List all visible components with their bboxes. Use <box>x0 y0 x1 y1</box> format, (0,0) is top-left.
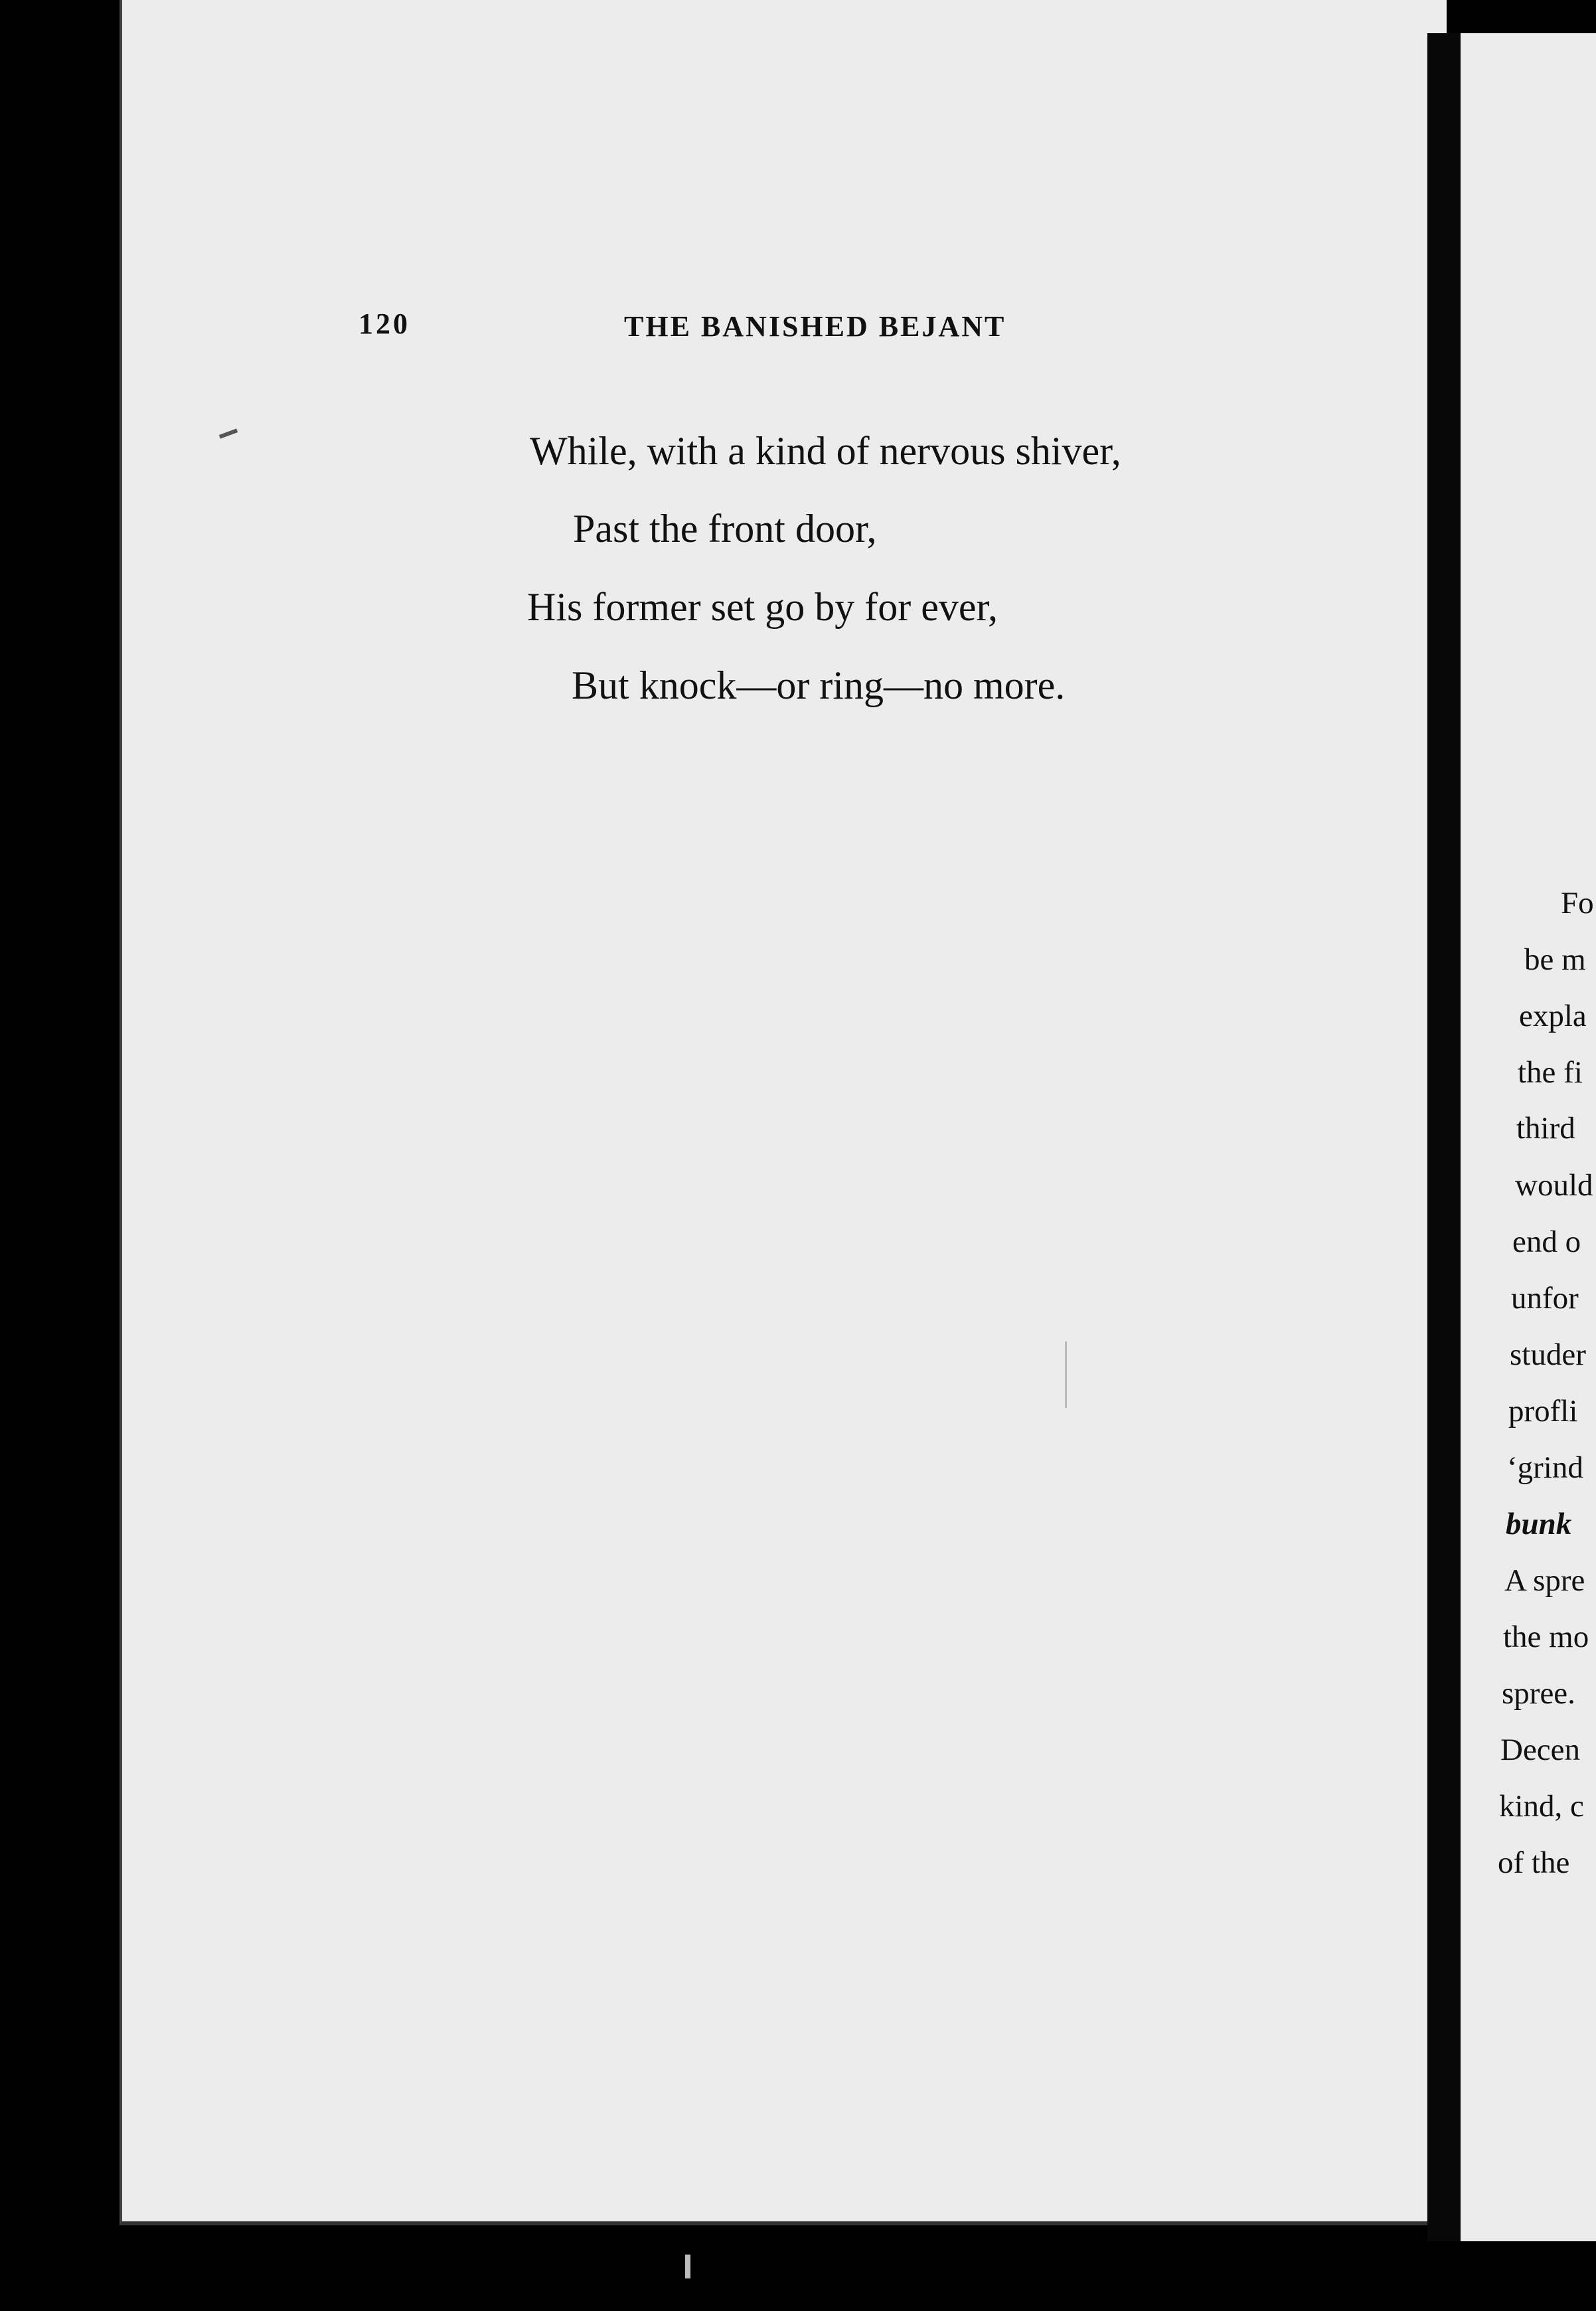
paper-speck <box>685 2255 690 2278</box>
right-page-line <box>1504 1563 1585 1598</box>
verse-line: Past the front door, <box>573 507 877 551</box>
right-page-line: Fo <box>1561 886 1594 920</box>
right-page-line: be m <box>1524 942 1586 977</box>
book-gutter <box>1427 33 1461 2241</box>
right-page-line: bunk <box>1506 1507 1572 1541</box>
right-page-line: Decen <box>1500 1733 1581 1767</box>
right-page-line: the fi <box>1518 1055 1583 1090</box>
right-page-line: profli <box>1508 1394 1578 1428</box>
verse-line: While, with a kind of nervous shiver, <box>530 429 1121 473</box>
right-page-line: of the <box>1498 1845 1570 1880</box>
right-page-line: unfor <box>1511 1281 1579 1316</box>
page-number: 120 <box>359 307 410 340</box>
verse-line: But knock—or ring—no more. <box>572 663 1066 707</box>
right-page-line: would <box>1515 1168 1593 1203</box>
paper-mark <box>1065 1341 1067 1408</box>
right-page-line: studer <box>1510 1337 1586 1372</box>
verse-line: His former set go by for ever, <box>527 585 998 629</box>
running-head: THE BANISHED BEJANT <box>624 310 1006 343</box>
right-page-line: end o <box>1512 1225 1581 1259</box>
right-page-line: third <box>1516 1111 1575 1146</box>
right-page-line-upright: A spre <box>1504 1563 1585 1598</box>
right-page-line: ‘grind <box>1507 1450 1583 1485</box>
right-page-line: the mo <box>1503 1620 1589 1654</box>
right-page-line: expla <box>1519 999 1587 1033</box>
right-page-line: kind, c <box>1499 1789 1584 1824</box>
right-page-line: spree. <box>1502 1676 1575 1711</box>
